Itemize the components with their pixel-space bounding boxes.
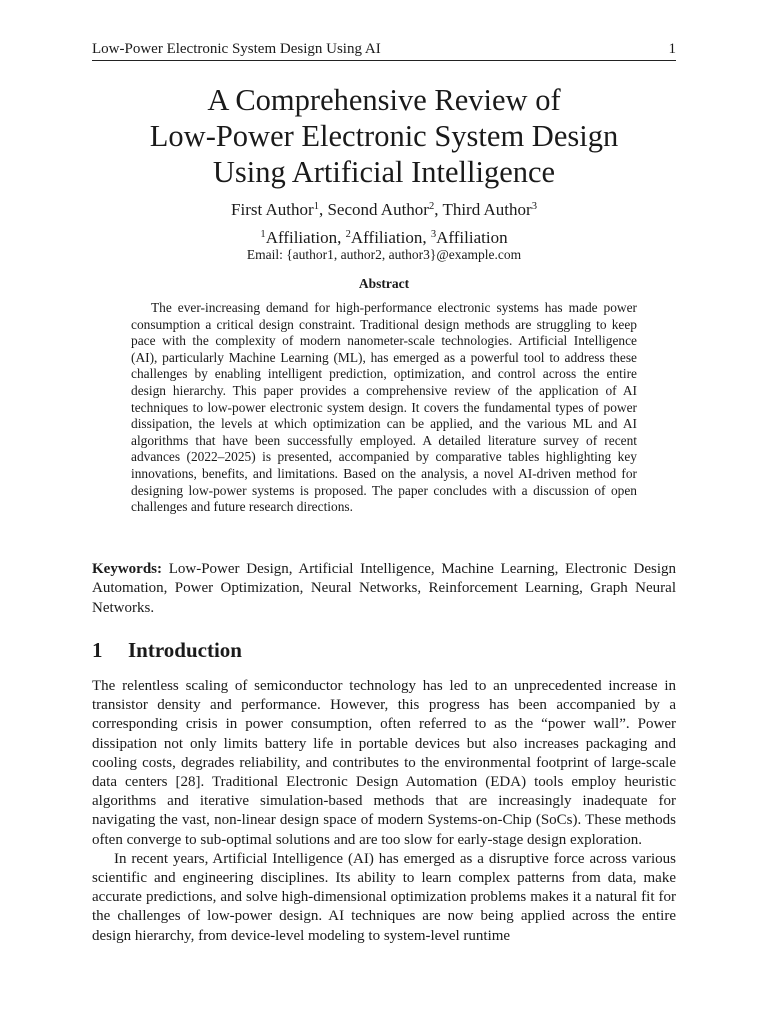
author-affiliation-marker: 3 [531,201,537,213]
author-email: Email: {author1, author2, author3}@example.com [246,247,522,262]
abstract-heading: Abstract [358,276,410,291]
abstract-body: The ever-increasing demand for high-performance electronic systems has made power consumption a critical design constraint. Traditional design methods are struggling to keep pace with the complexity of modern nanometer-scale technologies. Artificial Intelligence (AI), particularly Machine Learning (ML), has emerged as a powerful tool to address these challenges by enabling intelligent prediction, optimization, and control across the entire design hierarchy. This paper provides a comprehensive review of the application of AI techniques to low-power electronic system design. It covers the fundamental types of power dissipation, the levels at which optimization can be applied, and the various ML and AI algorithms that have been successfully employed. A detailed literature survey of recent advances (2022–2025) is presented, accompanied by comparative tables highlighting key innovations, benefits, and limitations. Based on the analysis, a novel AI-driven method for designing low-power systems is proposed. The paper concludes with a discussion of open challenges and future research directions. [131,300,637,515]
body-paragraph: In recent years, Artificial Intelligence (AI) has emerged as a disruptive force across various scientific and engineering disciplines. Its ability to learn complex patterns from data, make accurate predictions, and solve high-dimensional optimization problems makes it a natural fit for the challenges of low-power design. AI techniques are now being applied across the entire design hierarchy, from device-level modeling to system-level runtime [92,850,676,944]
author-affiliation-marker: 1 [313,201,319,213]
affiliation-marker: 3 [430,229,437,241]
author-separator: , [434,200,443,219]
running-header-title: Low-Power Electronic System Design Using AI [92,41,381,57]
running-header [92,40,676,61]
author-list [60,200,708,220]
body-paragraph: The relentless scaling of semiconductor technology has led to an unprecedented increase in transistor density and performance. However, this progress has been accompanied by a corresponding crisis in power consumption, often referred to as the “power wall”. Power dissipation not only limits battery life in portable devices but also increases packaging and cooling costs, degrades reliability, and contributes to the environmental footprint of large-scale data centers [28]. Traditional Electronic Design Automation (EDA) tools employ heuristic algorithms and iterative simulation-based methods that are increasingly inadequate for navigating the vast, non-linear design space of modern Systems-on-Chip (SoCs). These methods often converge to sub-optimal solutions and are too slow for early-stage design exploration. [92,678,676,848]
page-number: 1 [668,41,676,57]
paper-title [60,82,708,190]
introduction-body [92,677,676,946]
keywords [92,560,676,618]
keywords-label: Keywords: [92,561,162,577]
author-separator: , [318,200,328,219]
author-name: Second Author [327,200,429,219]
title-line: Low-Power Electronic System Design [149,119,619,153]
title-line: A Comprehensive Review of [207,83,561,117]
author-name: First Author [231,200,314,219]
author-name: Third Author [442,200,532,219]
affiliation-text: Affiliation [350,228,423,247]
affiliation-marker: 2 [345,229,351,241]
section-number: 1 [92,638,103,662]
affiliation-separator: , [422,228,431,247]
title-line: Using Artificial Intelligence [212,155,556,189]
affiliation-marker: 1 [260,229,266,241]
section-heading [92,638,676,662]
section-title: Introduction [128,638,242,662]
affiliation-text: Affiliation [436,228,508,247]
affiliation-text: Affiliation [265,228,338,247]
author-affiliation-marker: 2 [428,201,435,213]
keywords-text: Low-Power Design, Artificial Intelligence, Machine Learning, Electronic Design Automation, Power Optimization, Neural Networks, Reinforcement Learning, Graph Neural Networks. [92,561,676,616]
affiliation-list [60,228,708,248]
affiliation-separator: , [337,228,346,247]
